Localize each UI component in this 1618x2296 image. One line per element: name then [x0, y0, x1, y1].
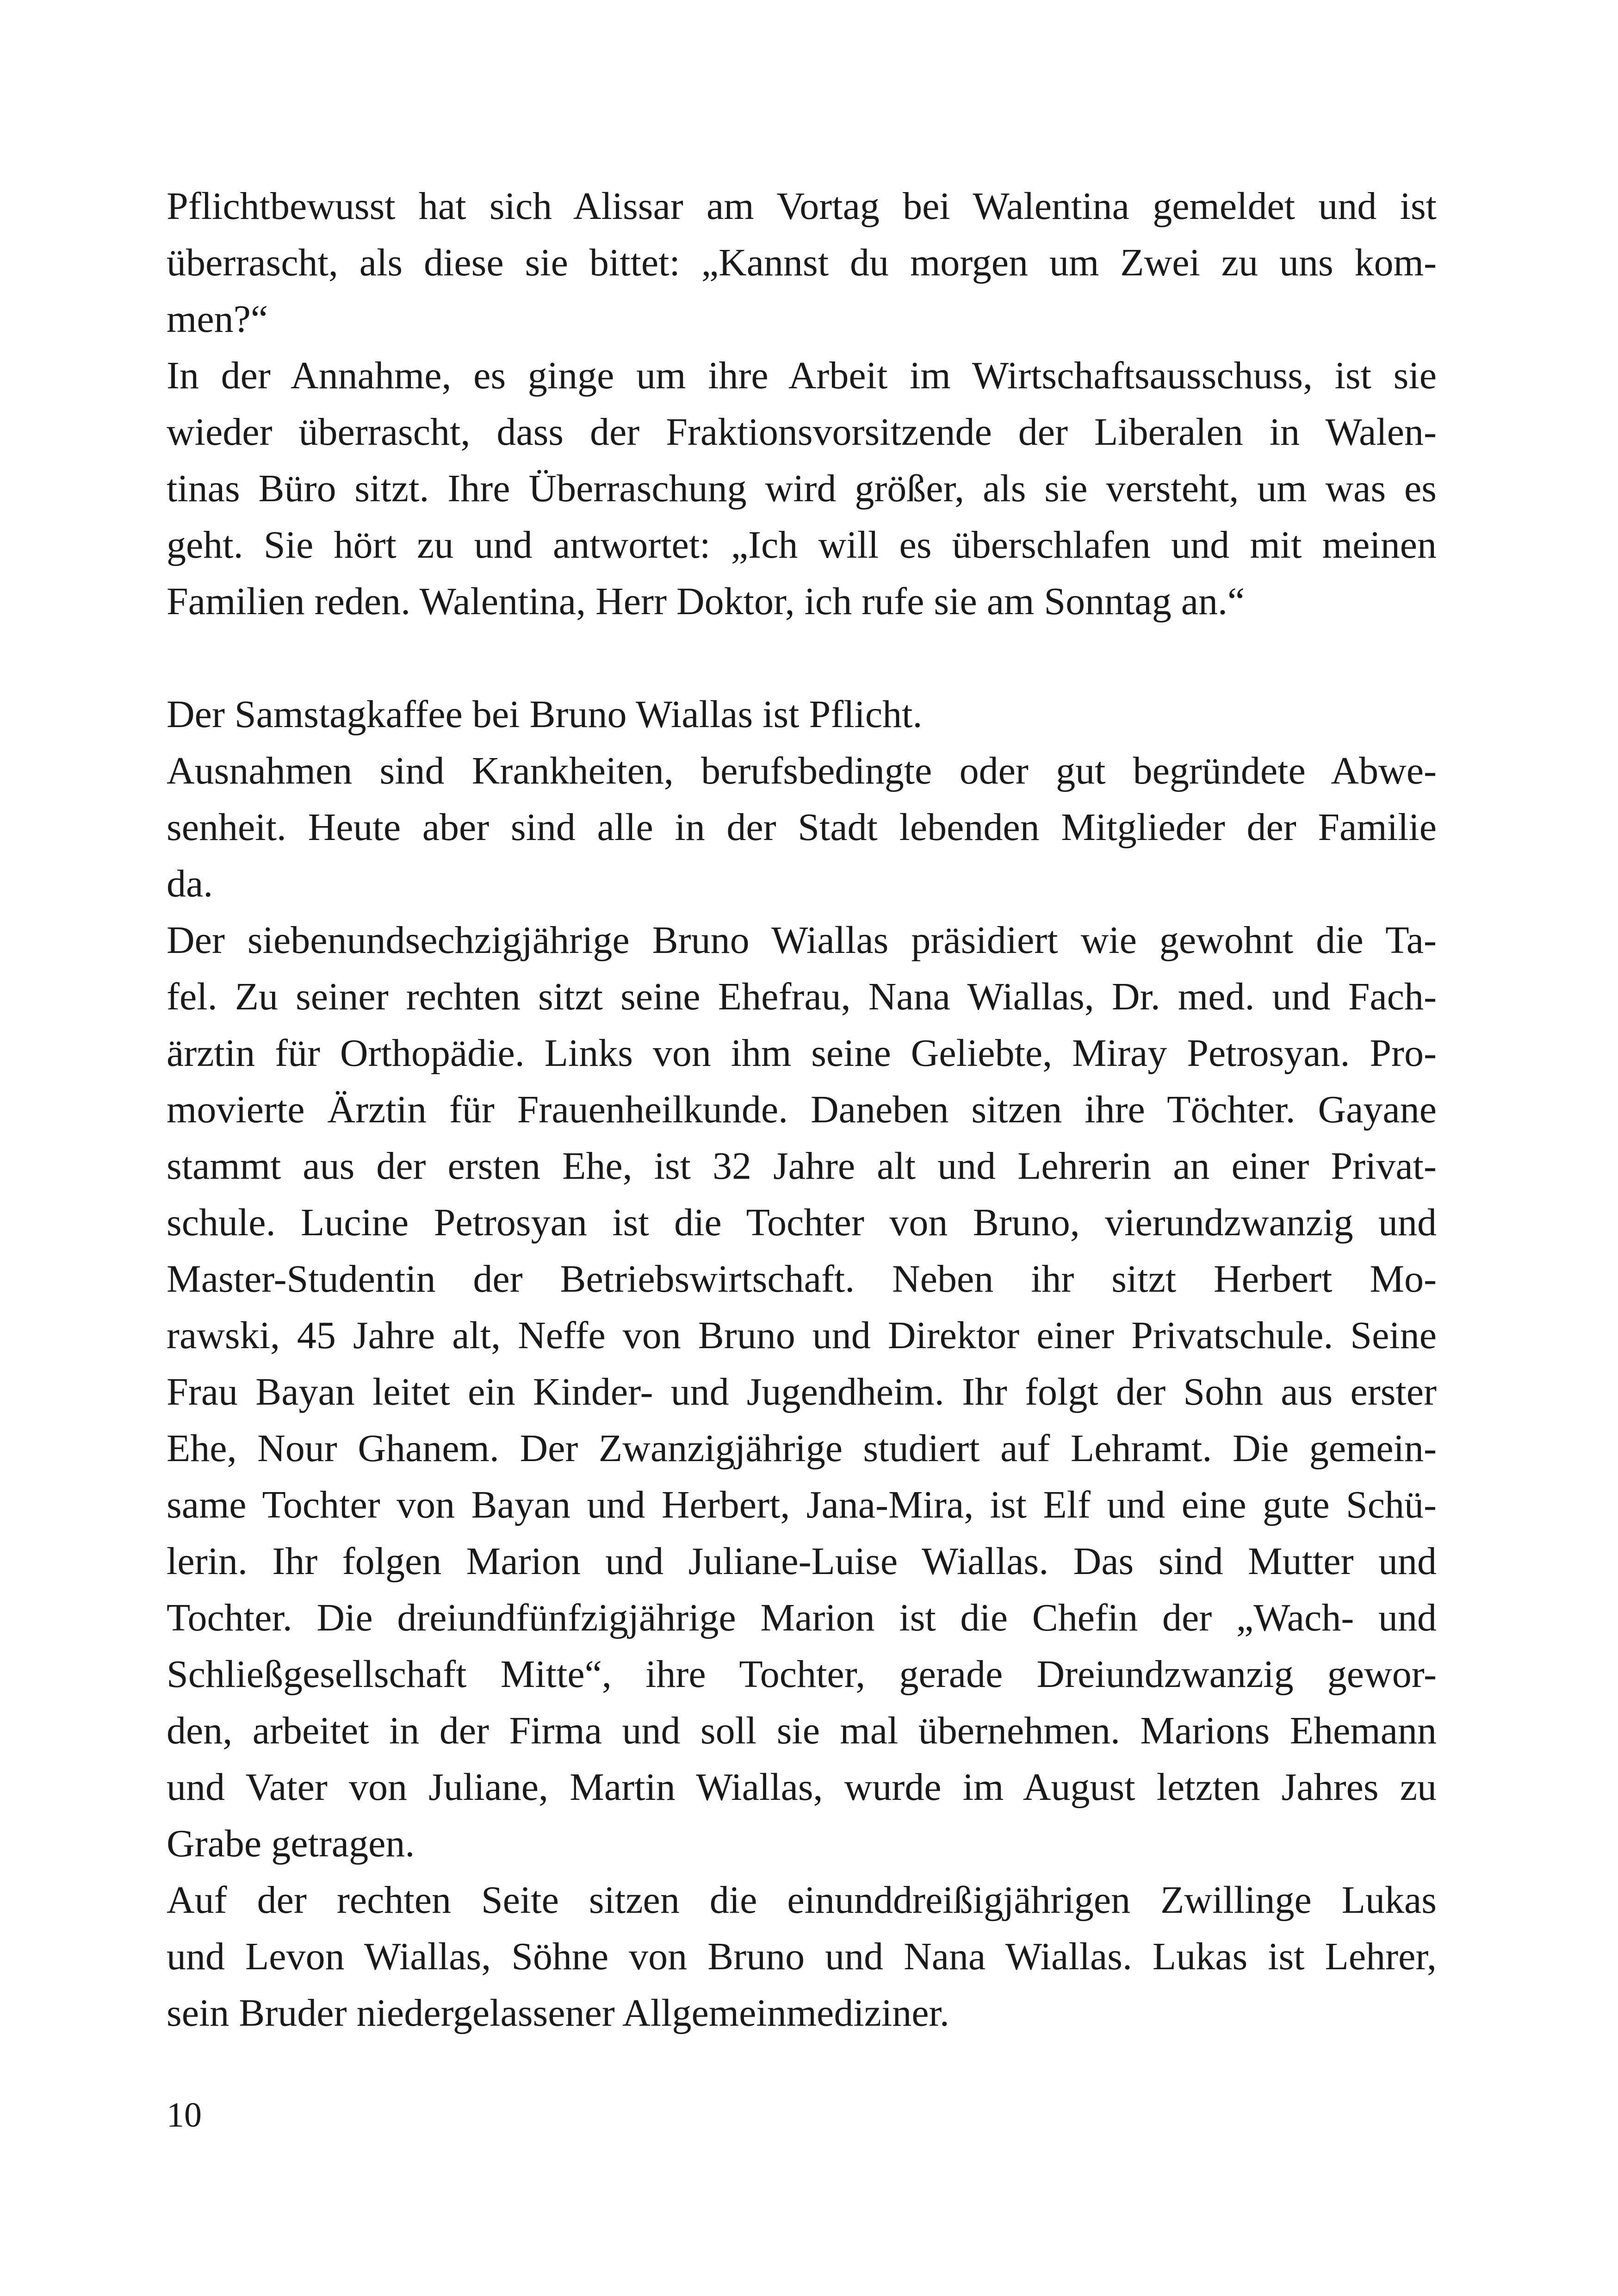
text-line: senheit. Heute aber sind alle in der Stadt lebenden Mitglieder der Familie — [167, 806, 1437, 849]
text-line: ärztin für Orthopädie. Links von ihm seine Geliebte, Miray Petrosyan. Pro- — [167, 1032, 1437, 1075]
text-line: men?“ — [167, 298, 268, 341]
text-line: schule. Lucine Petrosyan ist die Tochter von Bruno, vierundzwanzig und — [167, 1201, 1437, 1244]
text-line: Pflichtbewusst hat sich Alissar am Vortag bei Walentina gemeldet und ist — [167, 185, 1437, 228]
text-line: Auf der rechten Seite sitzen die einunddreißigjährigen Zwillinge Lukas — [167, 1879, 1437, 1922]
text-line: und Vater von Juliane, Martin Wiallas, wurde im August letzten Jahres zu — [167, 1766, 1437, 1809]
paragraph — [167, 1872, 1437, 2041]
text-line: den, arbeitet in der Firma und soll sie mal übernehmen. Marions Ehemann — [167, 1709, 1437, 1752]
text-line: lerin. Ihr folgen Marion und Juliane-Luise Wiallas. Das sind Mutter und — [167, 1540, 1437, 1583]
text-line: In der Annahme, es ginge um ihre Arbeit im Wirtschaftsausschuss, ist sie — [167, 354, 1437, 397]
page-number: 10 — [167, 2096, 202, 2134]
text-line: Familien reden. Walentina, Herr Doktor, ich rufe sie am Sonntag an.“ — [167, 580, 1245, 623]
text-line: Master-Studentin der Betriebswirtschaft. Neben ihr sitzt Herbert Mo- — [167, 1257, 1437, 1300]
paragraph-gap — [167, 630, 1437, 686]
text-line: Grabe getragen. — [167, 1822, 415, 1865]
text-line: movierte Ärztin für Frauenheilkunde. Daneben sitzen ihre Töchter. Gayane — [167, 1088, 1437, 1131]
text-line: Tochter. Die dreiundfünfzigjährige Marion ist die Chefin der „Wach- und — [167, 1596, 1437, 1639]
text-line: Schließgesellschaft Mitte“, ihre Tochter, gerade Dreiundzwanzig gewor- — [167, 1653, 1437, 1696]
text-line: rawski, 45 Jahre alt, Neffe von Bruno und Direktor einer Privatschule. Seine — [167, 1314, 1437, 1357]
text-line: fel. Zu seiner rechten sitzt seine Ehefrau, Nana Wiallas, Dr. med. und Fach- — [167, 975, 1437, 1018]
paragraph — [167, 348, 1437, 630]
text-line: überrascht, als diese sie bittet: „Kannst du morgen um Zwei zu uns kom- — [167, 241, 1437, 284]
paragraph — [167, 912, 1437, 1872]
text-line: Ausnahmen sind Krankheiten, berufsbedingte oder gut begründete Abwe- — [167, 749, 1437, 792]
text-line: Ehe, Nour Ghanem. Der Zwanzigjährige studiert auf Lehramt. Die gemein- — [167, 1427, 1437, 1470]
text-line: sein Bruder niedergelassener Allgemeinmediziner. — [167, 1991, 949, 2035]
paragraph — [167, 178, 1437, 348]
text-line: da. — [167, 862, 213, 905]
body-text — [167, 178, 1437, 2041]
text-line: und Levon Wiallas, Söhne von Bruno und Nana Wiallas. Lukas ist Lehrer, — [167, 1935, 1437, 1978]
text-line: tinas Büro sitzt. Ihre Überraschung wird größer, als sie versteht, um was es — [167, 467, 1437, 510]
paragraph — [167, 743, 1437, 912]
text-line: stammt aus der ersten Ehe, ist 32 Jahre alt und Lehrerin an einer Privat- — [167, 1145, 1437, 1188]
text-line: Der siebenundsechzigjährige Bruno Wiallas präsidiert wie gewohnt die Ta- — [167, 919, 1437, 962]
text-line: Frau Bayan leitet ein Kinder- und Jugendheim. Ihr folgt der Sohn aus erster — [167, 1370, 1437, 1413]
text-line: same Tochter von Bayan und Herbert, Jana-Mira, ist Elf und eine gute Schü- — [167, 1483, 1437, 1526]
text-line: wieder überrascht, dass der Fraktionsvorsitzende der Liberalen in Walen- — [167, 411, 1437, 454]
text-line: geht. Sie hört zu und antwortet: „Ich will es überschlafen und mit meinen — [167, 523, 1437, 566]
text-line: Der Samstagkaffee bei Bruno Wiallas ist Pflicht. — [167, 693, 923, 736]
paragraph — [167, 686, 1437, 743]
